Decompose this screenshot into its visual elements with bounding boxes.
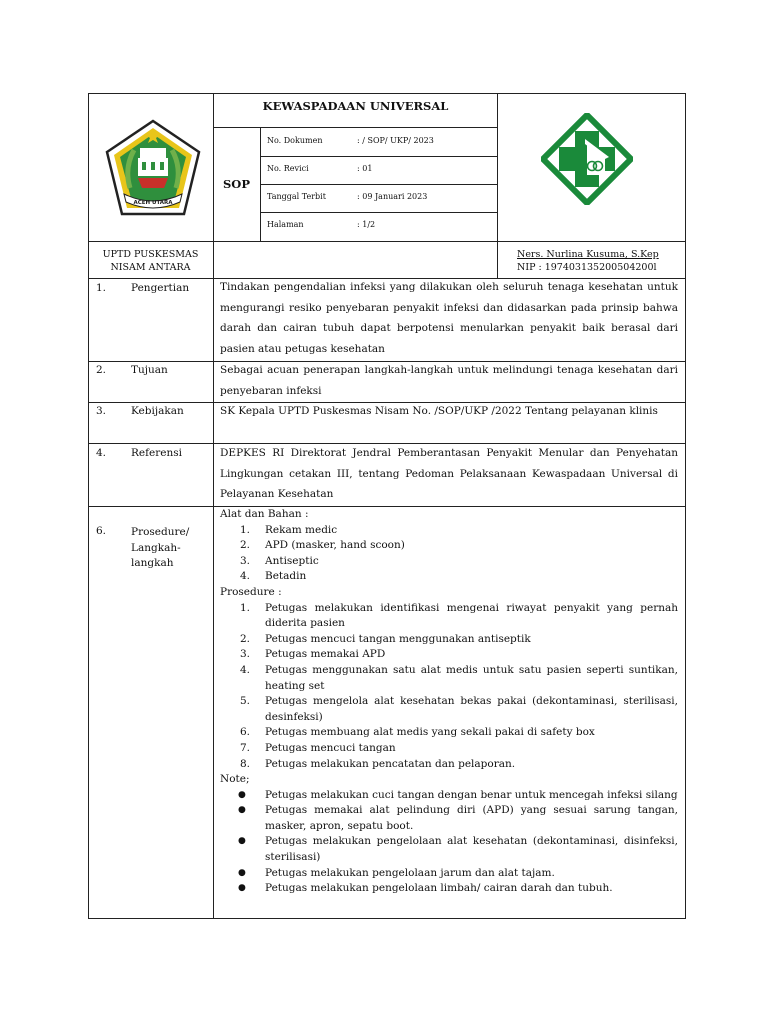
field-value-no-revisi: : 01 xyxy=(357,164,373,173)
note-heading: Note; xyxy=(220,773,250,786)
table-border xyxy=(88,241,686,242)
list-number: 6. xyxy=(239,726,250,739)
list-item xyxy=(220,694,678,725)
list-text: Petugas melakukan identifikasi mengenai riwayat penyakit yang pernah diderita pasien xyxy=(265,601,678,630)
list-number: 7. xyxy=(239,741,250,754)
list-text: Petugas mencuci tangan menggunakan antiseptik xyxy=(265,632,531,645)
section-number: 1. xyxy=(96,282,107,294)
list-text: Antiseptic xyxy=(265,554,319,567)
section-text-referensi: DEPKES RI Direktorat Jendral Pemberantasan Penyakit Menular dan Penyehatan Lingkungan cetakan III, tentang Pedoman Pelaksanaan Kewaspadaan Universal di Pelayanan Kesehatan xyxy=(220,447,678,500)
puskesmas-logo xyxy=(541,113,633,205)
list-item xyxy=(220,538,678,554)
procedure-content xyxy=(220,507,678,897)
section-text-kebijakan: SK Kepala UPTD Puskesmas Nisam No. /SOP/UKP /2022 Tentang pelayanan klinis xyxy=(220,405,658,417)
list-text: Petugas melakukan pencatatan dan pelaporan. xyxy=(265,757,516,770)
bullet-icon: ● xyxy=(238,789,246,800)
list-text: Petugas mencuci tangan xyxy=(265,741,396,754)
table-border xyxy=(88,93,686,94)
list-text: Betadin xyxy=(265,570,307,583)
field-value-no-dokumen: : / SOP/ UKP/ 2023 xyxy=(357,136,434,145)
table-border xyxy=(88,918,686,919)
table-border xyxy=(260,156,498,157)
list-number: 1. xyxy=(239,601,250,614)
list-text: Rekam medic xyxy=(265,523,338,536)
bullet-icon: ● xyxy=(238,867,246,878)
signer-nip: NIP : 197403135200504200l xyxy=(517,262,657,273)
list-number: 3. xyxy=(239,554,250,567)
field-label-no-revisi: No. Revici xyxy=(267,164,309,173)
prosedure-heading: Prosedure : xyxy=(220,585,282,598)
list-item xyxy=(220,725,678,741)
institution-line-1: UPTD PUSKESMAS xyxy=(102,249,199,260)
list-number: 4. xyxy=(239,663,250,676)
field-label-halaman: Halaman xyxy=(267,220,304,229)
document-title: KEWASPADAAN UNIVERSAL xyxy=(262,99,449,113)
list-item xyxy=(220,647,678,663)
svg-text:ACEH UTARA: ACEH UTARA xyxy=(133,200,173,206)
note-item xyxy=(220,834,678,865)
section-label xyxy=(131,525,189,572)
institution-name xyxy=(88,248,213,274)
note-text: Petugas melakukan pengelolaan alat kesehatan (dekontaminasi, disinfeksi, sterilisasi) xyxy=(265,835,678,864)
list-item xyxy=(220,554,678,570)
note-text: Petugas melakukan cuci tangan dengan benar untuk mencegah infeksi silang xyxy=(265,788,678,801)
section-label: Tujuan xyxy=(131,364,168,376)
field-label-tanggal-terbit: Tanggal Terbit xyxy=(267,192,326,201)
list-number: 1. xyxy=(239,523,250,536)
table-border xyxy=(497,93,498,278)
table-border xyxy=(260,212,498,213)
institution-line-2: NISAM ANTARA xyxy=(110,262,191,273)
list-item xyxy=(220,569,678,585)
section-label: Pengertian xyxy=(131,282,190,294)
list-item xyxy=(220,632,678,648)
sop-label: SOP xyxy=(223,177,250,191)
signer-name: Ners. Nurlina Kusuma, S.Kep xyxy=(517,249,659,260)
list-number: 3. xyxy=(239,648,250,661)
list-text: Petugas menggunakan satu alat medis untuk satu pasien seperti suntikan, heating set xyxy=(265,663,678,692)
note-item xyxy=(220,881,678,897)
list-item xyxy=(220,663,678,694)
section-number: 3. xyxy=(96,405,107,417)
alat-heading: Alat dan Bahan : xyxy=(220,508,309,520)
list-number: 2. xyxy=(239,632,250,645)
bullet-icon: ● xyxy=(238,805,246,816)
list-item xyxy=(220,601,678,632)
section-text-pengertian: Tindakan pengendalian infeksi yang dilakukan oleh seluruh tenaga kesehatan untuk mengurangi resiko penyebaran penyakit infeksi dan didasarkan pada prinsip bahwa darah dan cairan tubuh dapat berpotensi menularkan penyakit baik berasal dari pasien atau petugas kesehatan xyxy=(220,281,678,355)
note-item xyxy=(220,866,678,882)
field-value-tanggal-terbit: : 09 Januari 2023 xyxy=(357,192,428,201)
section-label: Referensi xyxy=(131,447,182,459)
section-number: 6. xyxy=(96,525,107,537)
note-text: Petugas melakukan pengelolaan limbah/ cairan darah dan tubuh. xyxy=(265,882,613,895)
section-label-line: Langkah- xyxy=(131,541,181,554)
note-text: Petugas melakukan pengelolaan jarum dan alat tajam. xyxy=(265,866,555,879)
note-text: Petugas memakai alat pelindung diri (APD) yang sesuai sarung tangan, masker, apron, sepatu boot. xyxy=(265,804,678,832)
aceh-utara-logo xyxy=(104,118,202,218)
table-border xyxy=(260,184,498,185)
bullet-icon: ● xyxy=(238,883,246,894)
section-number: 2. xyxy=(96,364,107,376)
note-item xyxy=(220,803,678,834)
list-text: Petugas membuang alat medis yang sekali pakai di safety box xyxy=(265,726,595,739)
list-number: 5. xyxy=(239,695,250,708)
list-number: 2. xyxy=(239,539,250,552)
note-item xyxy=(220,788,678,804)
list-item xyxy=(220,741,678,757)
list-text: Petugas mengelola alat kesehatan bekas pakai (dekontaminasi, sterilisasi, desinfeksi) xyxy=(265,695,678,723)
bullet-icon: ● xyxy=(238,836,246,847)
section-label: Kebijakan xyxy=(131,405,184,417)
list-item xyxy=(220,757,678,773)
list-number: 8. xyxy=(239,757,250,770)
table-border xyxy=(213,127,498,128)
list-number: 4. xyxy=(239,570,250,583)
section-label-line: langkah xyxy=(131,557,174,570)
list-item xyxy=(220,523,678,539)
section-text-tujuan: Sebagai acuan penerapan langkah-langkah untuk melindungi tenaga kesehatan dari penyebaran infeksi xyxy=(220,364,678,397)
field-label-no-dokumen: No. Dokumen xyxy=(267,136,323,145)
section-number: 4. xyxy=(96,447,107,459)
list-text: APD (masker, hand scoon) xyxy=(265,539,405,552)
field-value-halaman: : 1/2 xyxy=(357,220,376,229)
section-label-line: Prosedure/ xyxy=(131,526,190,538)
list-text: Petugas memakai APD xyxy=(265,648,386,661)
